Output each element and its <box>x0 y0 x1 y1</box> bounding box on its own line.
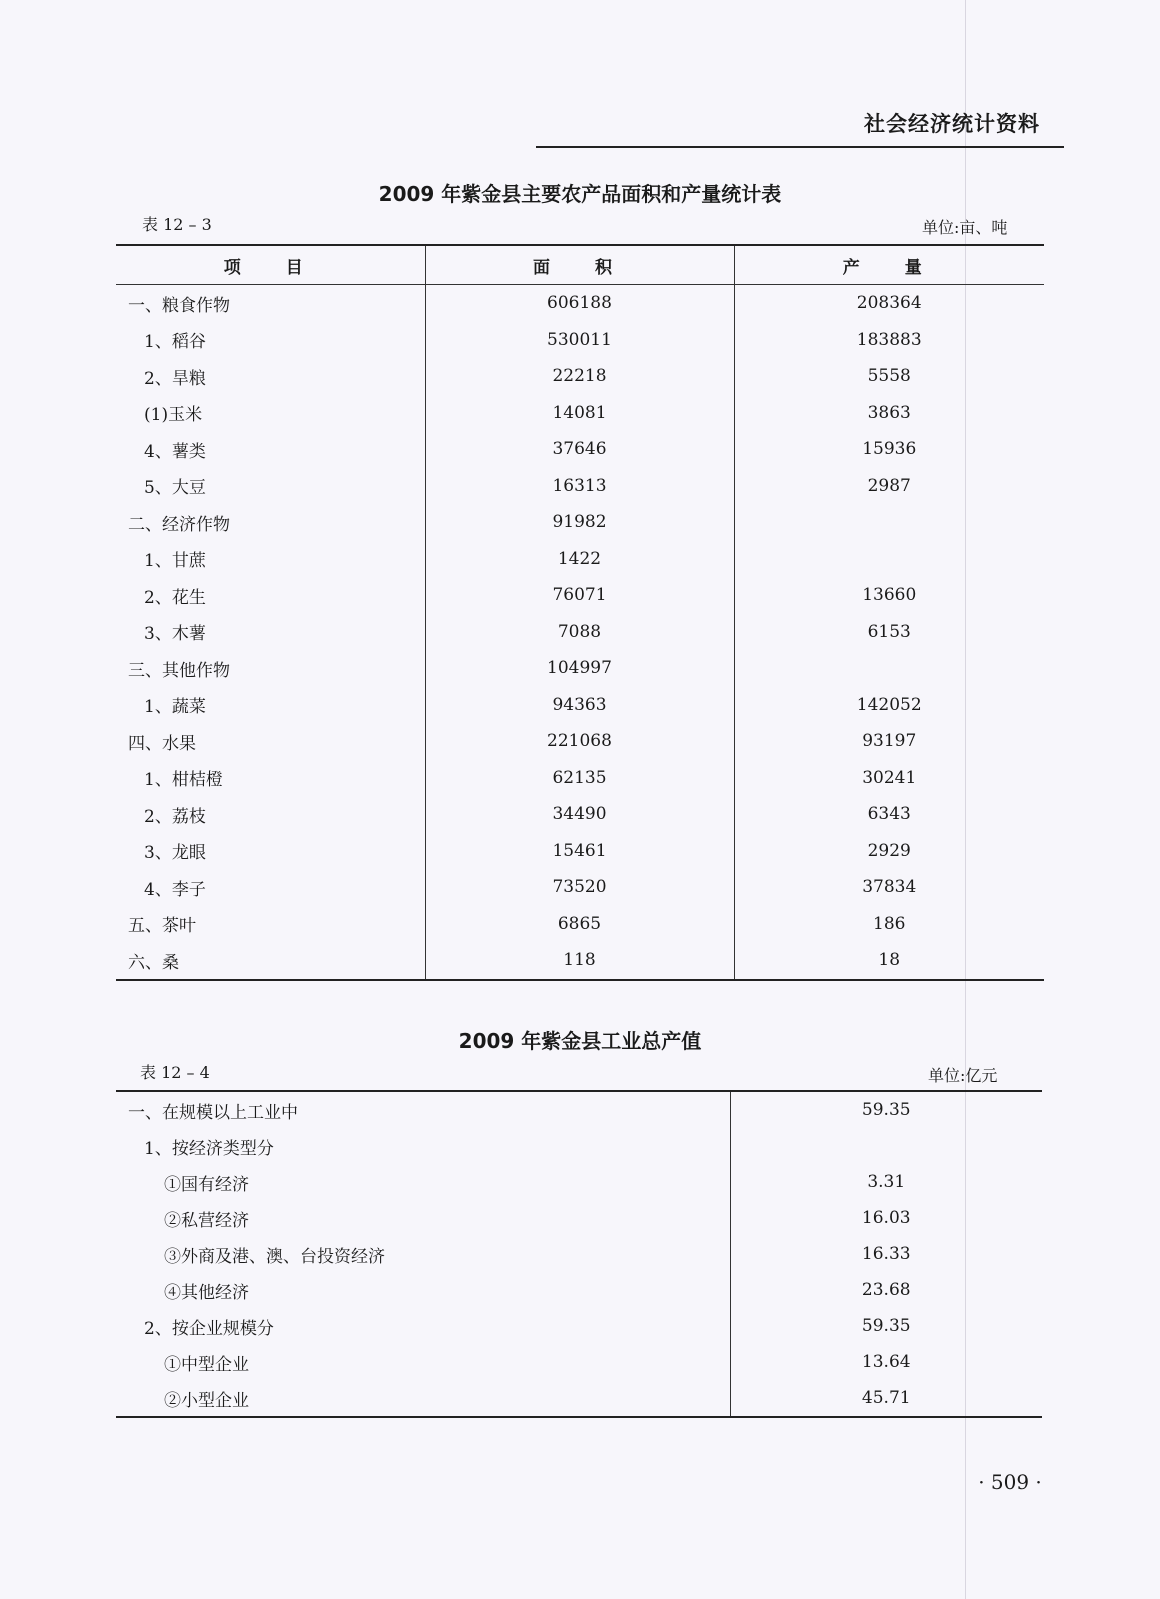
row-label: 1、按经济类型分 <box>116 1128 730 1164</box>
row-output: 183883 <box>856 329 922 350</box>
row-area: 14081 <box>425 395 734 432</box>
table-row <box>116 358 1044 395</box>
table2-unit: 单位:亿元 <box>928 1066 998 1085</box>
row-value: 59.35 <box>861 1316 911 1336</box>
row-label: 2、旱粮 <box>116 358 425 395</box>
row-label: 五、茶叶 <box>116 906 425 943</box>
row-output: 142052 <box>856 694 922 715</box>
header-item: 项 目 <box>116 245 425 285</box>
table-row <box>116 906 1044 943</box>
table1-unit: 单位:亩、吨 <box>922 218 1008 237</box>
row-output: 37834 <box>862 877 917 898</box>
row-area: 62135 <box>425 760 734 797</box>
row-output: 2929 <box>867 840 911 861</box>
table1-id: 表 12 – 3 <box>142 215 212 234</box>
row-area: 76071 <box>425 577 734 614</box>
table-row <box>116 869 1044 906</box>
table-row <box>116 1091 1042 1128</box>
row-area: 118 <box>425 942 734 980</box>
row-value: 59.35 <box>861 1100 911 1120</box>
table-row <box>116 1128 1042 1164</box>
table2-title: 2009 年紫金县工业总产值 <box>458 1029 702 1053</box>
row-value: 16.33 <box>861 1244 911 1264</box>
table-row <box>116 1236 1042 1272</box>
row-label: ③外商及港、澳、台投资经济 <box>116 1236 730 1272</box>
row-label: 1、稻谷 <box>116 322 425 359</box>
row-label: ②私营经济 <box>116 1200 730 1236</box>
industry-output-table <box>116 1090 1042 1418</box>
row-output: 6343 <box>867 804 911 825</box>
row-label: 三、其他作物 <box>116 650 425 687</box>
table-row <box>116 942 1044 980</box>
row-output: 2987 <box>867 475 911 496</box>
row-value: 16.03 <box>861 1208 911 1228</box>
row-label: 4、李子 <box>116 869 425 906</box>
table-row <box>116 431 1044 468</box>
row-output: 18 <box>878 950 901 971</box>
row-label: 六、桑 <box>116 942 425 980</box>
row-area: 73520 <box>425 869 734 906</box>
table-row <box>116 1164 1042 1200</box>
table-row <box>116 723 1044 760</box>
row-output: 3863 <box>867 402 911 423</box>
row-label: 2、荔枝 <box>116 796 425 833</box>
row-label: 2、按企业规模分 <box>116 1308 730 1344</box>
row-label: 一、粮食作物 <box>116 285 425 322</box>
row-area: 34490 <box>425 796 734 833</box>
table-row <box>116 1344 1042 1380</box>
table2-id: 表 12 – 4 <box>140 1063 210 1082</box>
row-label: 1、蔬菜 <box>116 687 425 724</box>
row-value: 45.71 <box>861 1388 911 1408</box>
row-output <box>734 504 1044 541</box>
table-row <box>116 760 1044 797</box>
row-label: ①国有经济 <box>116 1164 730 1200</box>
table1-title: 2009 年紫金县主要农产品面积和产量统计表 <box>378 182 782 206</box>
row-value: 13.64 <box>861 1352 911 1372</box>
row-value: 23.68 <box>861 1280 911 1300</box>
row-output <box>734 650 1044 687</box>
table-row <box>116 687 1044 724</box>
row-label: 3、木薯 <box>116 614 425 651</box>
agri-products-table <box>116 244 1044 981</box>
row-area: 94363 <box>425 687 734 724</box>
table-row <box>116 614 1044 651</box>
table-row <box>116 796 1044 833</box>
table-row <box>116 541 1044 578</box>
row-label: 四、水果 <box>116 723 425 760</box>
table-row <box>116 468 1044 505</box>
row-label: 5、大豆 <box>116 468 425 505</box>
row-area: 37646 <box>425 431 734 468</box>
row-label: 4、薯类 <box>116 431 425 468</box>
table-row <box>116 285 1044 322</box>
row-area: 16313 <box>425 468 734 505</box>
running-head: 社会经济统计资料 <box>864 112 1040 136</box>
row-value: 3.31 <box>867 1172 906 1192</box>
row-label: (1)玉米 <box>116 395 425 432</box>
page-number: · 509 · <box>978 1470 1042 1494</box>
table-row <box>116 1380 1042 1417</box>
row-output: 186 <box>873 913 906 934</box>
row-label: ②小型企业 <box>116 1380 730 1417</box>
row-label: 3、龙眼 <box>116 833 425 870</box>
row-area: 91982 <box>425 504 734 541</box>
table-row <box>116 1272 1042 1308</box>
row-output: 208364 <box>856 293 922 314</box>
row-output: 5558 <box>867 366 911 387</box>
running-head-rule <box>536 146 1064 148</box>
row-output: 93197 <box>862 731 917 752</box>
row-label: 二、经济作物 <box>116 504 425 541</box>
row-label: ④其他经济 <box>116 1272 730 1308</box>
row-output: 30241 <box>862 767 917 788</box>
row-label: 2、花生 <box>116 577 425 614</box>
row-output: 13660 <box>862 585 917 606</box>
row-area: 6865 <box>425 906 734 943</box>
table-row <box>116 650 1044 687</box>
row-label: ①中型企业 <box>116 1344 730 1380</box>
table-row <box>116 833 1044 870</box>
header-area: 面 积 <box>425 245 734 285</box>
row-area: 221068 <box>425 723 734 760</box>
row-output: 15936 <box>862 439 917 460</box>
row-area: 15461 <box>425 833 734 870</box>
row-label: 一、在规模以上工业中 <box>116 1091 730 1128</box>
table-row <box>116 577 1044 614</box>
header-output: 产 量 <box>734 245 1044 285</box>
table-row <box>116 395 1044 432</box>
row-area: 22218 <box>425 358 734 395</box>
row-output <box>734 541 1044 578</box>
row-output: 6153 <box>867 621 911 642</box>
table-row <box>116 322 1044 359</box>
table-row <box>116 1308 1042 1344</box>
row-label: 1、甘蔗 <box>116 541 425 578</box>
row-value <box>730 1128 1042 1164</box>
row-label: 1、柑桔橙 <box>116 760 425 797</box>
row-area: 606188 <box>425 285 734 322</box>
row-area: 104997 <box>425 650 734 687</box>
table-header-row <box>116 245 1044 285</box>
table-row <box>116 504 1044 541</box>
row-area: 530011 <box>425 322 734 359</box>
table-row <box>116 1200 1042 1236</box>
row-area: 7088 <box>425 614 734 651</box>
row-area: 1422 <box>425 541 734 578</box>
